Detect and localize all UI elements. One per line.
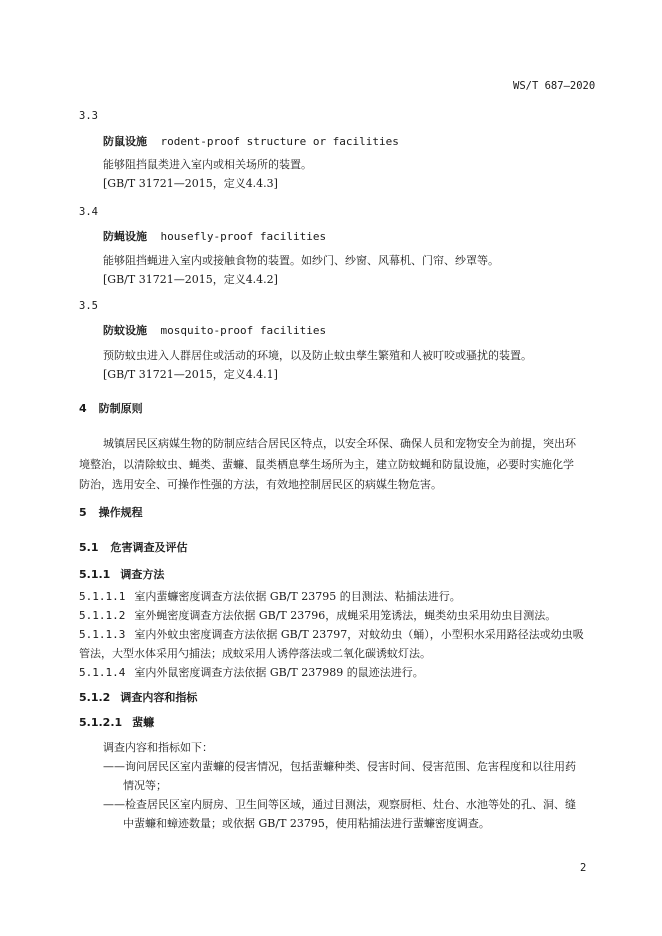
list-item: ——询问居民区室内蜚蠊的侵害情况，包括蜚蠊种类、侵害时间、侵害范围、危害程度和以往用药 bbox=[103, 760, 576, 773]
list-item-continuation: 中蜚蠊和蟑迹数量；或依据 GB/T 23795，使用粘捕法进行蜚蠊密度调查。 bbox=[123, 817, 490, 830]
term-reference: [GB/T 31721—2015，定义4.4.2] bbox=[103, 273, 278, 286]
paragraph-line: 境整治，以清除蚊虫、蝇类、蜚蠊、鼠类栖息孳生场所为主，建立防蚊蝇和防鼠设施，必要时实施化学 bbox=[79, 458, 574, 471]
term-en: mosquito-proof facilities bbox=[160, 324, 327, 337]
section-heading: 4 防制原则 bbox=[79, 402, 143, 415]
method-item: 5.1.1.1 室内蜚蠊密度调查方法依据 GB/T 23795 的目测法、粘捕法进行。 bbox=[79, 590, 461, 603]
subsection-heading: 5.1 危害调查及评估 bbox=[79, 541, 188, 554]
paragraph-line: 城镇居民区病媒生物的防制应结合居民区特点，以安全环保、确保人员和宠物安全为前提，突出环 bbox=[103, 437, 576, 450]
page-number: 2 bbox=[580, 862, 587, 874]
subsection-heading: 5.1.1 调查方法 bbox=[79, 568, 165, 581]
term-heading bbox=[103, 135, 399, 149]
term-number: 3.4 bbox=[79, 206, 98, 218]
term-reference: [GB/T 31721—2015，定义4.4.3] bbox=[103, 177, 278, 190]
term-reference: [GB/T 31721—2015，定义4.4.1] bbox=[103, 368, 278, 381]
list-item: ——检查居民区室内厨房、卫生间等区域，通过目测法，观察厨柜、灶台、水池等处的孔、洞、缝 bbox=[103, 798, 576, 811]
method-item-continuation: 管法，大型水体采用勺捕法；成蚊采用人诱停落法或二氧化碳诱蚊灯法。 bbox=[79, 647, 431, 660]
term-cn: 防蝇设施 bbox=[103, 230, 147, 243]
term-cn: 防鼠设施 bbox=[103, 135, 147, 148]
term-definition: 预防蚊虫进入人群居住或活动的环境，以及防止蚊虫孳生繁殖和人被叮咬或骚扰的装置。 bbox=[103, 349, 532, 362]
term-en: rodent-proof structure or facilities bbox=[160, 135, 399, 148]
term-definition: 能够阻挡蝇进入室内或接触食物的装置。如纱门、纱窗、风幕机、门帘、纱罩等。 bbox=[103, 254, 499, 267]
term-number: 3.5 bbox=[79, 300, 98, 312]
method-item: 5.1.1.4 室内外鼠密度调查方法依据 GB/T 237989 的鼠迹法进行。 bbox=[79, 666, 424, 679]
term-en: housefly-proof facilities bbox=[160, 230, 327, 243]
method-item: 5.1.1.3 室内外蚊虫密度调查方法依据 GB/T 23797，对蚊幼虫（蛹），小型积水采用路径法或幼虫吸 bbox=[79, 628, 584, 641]
term-cn: 防蚊设施 bbox=[103, 324, 147, 337]
term-heading bbox=[103, 230, 326, 244]
method-item: 5.1.1.2 室外蝇密度调查方法依据 GB/T 23796，成蝇采用笼诱法，蝇类幼虫采用幼虫目测法。 bbox=[79, 609, 557, 622]
subsection-heading: 5.1.2.1 蜚蠊 bbox=[79, 716, 155, 729]
list-intro: 调查内容和指标如下： bbox=[103, 741, 213, 754]
list-item-continuation: 情况等； bbox=[123, 779, 167, 792]
term-definition: 能够阻挡鼠类进入室内或相关场所的装置。 bbox=[103, 158, 312, 171]
standard-code: WS/T 687—2020 bbox=[513, 80, 596, 92]
paragraph-line: 防治，选用安全、可操作性强的方法，有效地控制居民区的病媒生物危害。 bbox=[79, 478, 442, 491]
section-heading: 5 操作规程 bbox=[79, 506, 143, 519]
term-number: 3.3 bbox=[79, 110, 98, 122]
term-heading bbox=[103, 324, 326, 338]
subsection-heading: 5.1.2 调查内容和指标 bbox=[79, 691, 198, 704]
